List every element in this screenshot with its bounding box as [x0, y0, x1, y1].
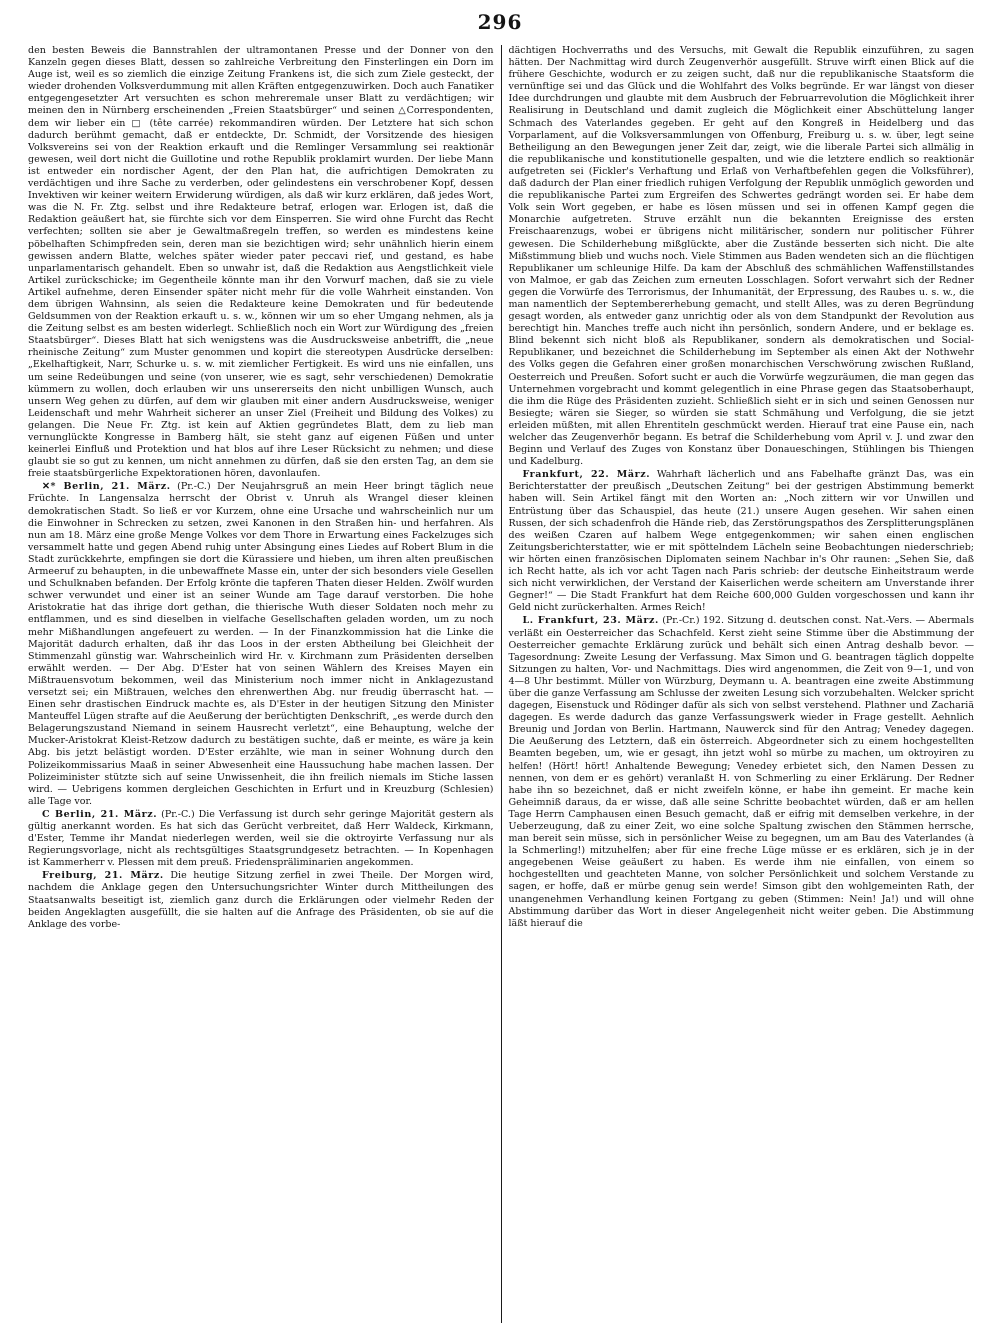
article-frankfurt-1	[509, 469, 975, 614]
article-dateline: C Berlin, 21. März.	[42, 808, 158, 820]
left-column	[28, 45, 501, 1323]
article-freiburg	[28, 870, 494, 930]
text-columns	[28, 45, 974, 1323]
article-frankfurt-2	[509, 615, 975, 929]
article-freiburg-continuation	[509, 45, 975, 468]
article-body: Wahrhaft lächerlich und ans Fabelhafte gränzt Das, was ein Berichterstatter der preußisch „Deutschen Zeitung“ bei der gestrigen Abstimmung bemerkt haben will. Sein Artikel fängt mit den Worten an: „Noch zittern wir vor Unwillen und Entrüstung über das Schauspiel, das heute (21.) unsere Augen gesehen. Wir sahen einen Russen, der sich schadenfroh die Hände rieb, das Zerstörungspathos des Zersplitterungsplänen des weißen Czaren auf halbem Wege entgegenkommen; wir sahen einen englischen Zeitungsberichterstatter, wie er mit spöttelndem Lächeln seine Beobachtungen niederschrieb; wir hörten einen französischen Diplomaten seinem Nachbar in's Ohr raunen: „Sehen Sie, daß ich Recht hatte, als ich vor acht Tagen nach Paris schrieb: der deutsche Einheitstraum werde sich nicht verwirklichen, der Verstand der Kaiserlichen werde scheitern am Unverstande ihrer Gegner!“ — Die Stadt Frankfurt hat dem Reiche 600,000 Gulden vorgeschossen und kann ihr Geld nicht zurückerhalten. Armes Reich!	[508, 469, 974, 614]
article-body: (Pr.-C.) Der Neujahrsgruß an mein Heer bringt täglich neue Früchte. In Langensalza herrscht der Obrist v. Unruh als Wrangel dieser kleinen demokratischen Stadt. So ließ er vor Kurzem, ohne eine Ursache und wahrscheinlich nur um die Einwohner in Schrecken zu setzen, zwei Kanonen in den Straßen hin- und herfahren. Als nun am 18. März eine große Menge Volkes vor dem Thore in Erwartung eines Fackelzuges sich versammelt hatte und gegen Abend ruhig unter Absingung eines Liedes auf Robert Blum in die Stadt zurückkehrte, empfingen sie dort die Kürassiere und hieben, um ihren alten preußischen Armeeruf zu behaupten, in die unbewaffnete Masse ein, unter der sich besonders viele Gesellen und Schulknaben befanden. Der Erfolg krönte die tapferen Thaten dieser Helden. Zwölf wurden schwer verwundet und einer ist an seiner Wunde am Tage darauf verstorben. Die hohe Aristokratie hat das ihrige dort gethan, die thierische Wuth dieser Soldaten noch mehr zu entflammen, und es sind dieselben in vielfache Gesellschaften geladen worden, um zu noch mehr Mißhandlungen angefeuert zu werden. — In der Finanzkommission hat die Linke die Majorität dadurch erhalten, daß ihr das Loos in der ersten Abtheilung bei Gleichheit der Stimmenzahl günstig war. Wahrscheinlich wird Hr. v. Kirchmann zum Präsidenten derselben erwählt werden. — Der Abg. D'Ester hat von seinen Wählern des Kreises Mayen ein Mißtrauensvotum bekommen, weil das Ministerium noch immer nicht in Anklagezustand versetzt sei; ein Mißtrauen, welches den ehrenwerthen Abg. nur freudig überrascht hat. — Einen sehr drastischen Eindruck machte es, als D'Ester in der heutigen Sitzung den Minister Manteuffel Lügen strafte auf die Aeußerung der berüchtigten Denkschrift, „es werde durch den Belagerungszustand Niemand in seinem Hausrecht verletzt“, eine Behauptung, welche der Mucker-Aristokrat Kleist-Retzow dadurch zu bestätigen suchte, daß er meinte, es wäre ja kein Abg. bis jetzt belästigt worden. D'Ester erzählte, wie man in seiner Wohnung durch den Polizeikommissarius Maaß in seiner Abwesenheit eine Haussuchung habe machen lassen. Der Polizeiminister stützte sich auf seine Unwissenheit, die ihn freilich niemals im Stiche lassen wird. — Uebrigens kommen dergleichen Geschichten in Erfurt und in Kreuzburg (Schlesien) alle Tage vor.	[28, 481, 494, 807]
article-berlin-2	[28, 809, 494, 869]
article-dateline: L. Frankfurt, 23. März.	[522, 615, 659, 627]
article-body: dächtigen Hochverraths und des Versuchs, mit Gewalt die Republik einzuführen, zu sagen hätten. Der Nachmittag wird durch Zeugenverhör ausgefüllt. Struve wirft einen Blick auf die frühere Geschichte, wodurch er zu zeigen sucht, daß nur die republikanische Staatsform die vernünftige sei und das Glück und die Wohlfahrt des Volks begründe. Er war längst von dieser Idee durchdrungen und glaubte mit dem Ausbruch der Februarrevolution die Möglichkeit ihrer Realisirung in Deutschland und damit zugleich die Möglichkeit einer Abschüttelung langer Schmach des Vaterlandes gegeben. Er geht auf den Kongreß in Heidelberg und das Vorparlament, auf die Volksversammlungen von Offenburg, Freiburg u. s. w. über, legt seine Betheiligung an den Bewegungen jener Zeit dar, zeigt, wie die liberale Partei sich allmälig in die republikanische und konstitutionelle gespalten, und wie die letztere endlich so reaktionär aufgetreten sei (Fickler's Verhaftung und Erlaß von Verhaftbefehlen gegen die Volksführer), daß dadurch der Plan einer friedlich ruhigen Verfolgung der Republik unmöglich geworden und die republikanische Partei zum Ergreifen des Schwertes gedrängt worden sei. Er habe dem Volk sein Wort gegeben, er habe es lösen müssen und sei in offenen Kampf gegen die Monarchie aufgetreten. Struve erzählt nun die bekannten Ereignisse des ersten Freischaarenzugs, wobei er übrigens nicht militärischer, sondern nur politischer Führer gewesen. Die Schilderhebung mißglückte, aber die Zustände besserten sich nicht. Die alte Mißstimmung blieb und wuchs noch. Viele Stimmen aus Baden wendeten sich an die flüchtigen Republikaner um schleunige Hilfe. Da kam der Abschluß des schmählichen Waffenstillstandes von Malmoe, er gab das Zeichen zum erneuten Losschlagen. Sofort verwahrt sich der Redner gegen die Vorwürfe des Terrorismus, der Inhumanität, der Erpressung, des Raubes u. s. w., die man namentlich der Septembererhebung gemacht, und stellt Alles, was zu deren Begründung gesagt worden, als entweder ganz unrichtig oder als von dem Standpunkt der Revolution aus berechtigt hin. Manches treffe auch nicht ihn persönlich, sondern Andere, und er beklage es. Blind bekennt sich nicht bloß als Republikaner, sondern als demokratischen und Social-Republikaner, und bezeichnet die Schilderhebung im September als einen Akt der Nothwehr des Volks gegen die Gefahren einer großen monarchischen Verschwörung zwischen Rußland, Oesterreich und Preußen. Sofort sucht er auch die Vorwürfe wegzuräumen, die man gegen das Unternehmen vorgebracht und kommt gelegentlich in eine Phrase gegen das Staatsoberhaupt, die ihm die Rüge des Präsidenten zuzieht. Schließlich sieht er in sich und seinen Genossen nur Besiegte; wären sie Sieger, so würden sie statt Schmähung und Verfolgung, die sie jetzt erleiden müßten, mit allen Ehrentiteln geschmückt werden. Hierauf trat eine Pause ein, nach welcher das Zeugenverhör begann. Es betraf die Schilderhebung vom April v. J. und zwar den Beginn und Verlauf des Zuges von Konstanz über Donaueschingen, Stühlingen bis Thiengen und Kadelburg.	[508, 45, 974, 468]
article-body: (Pr.-Cr.) 192. Sitzung d. deutschen const. Nat.-Vers. — Abermals verläßt ein Oesterreicher das Schachfeld. Kerst zieht seine Stimme über die Abstimmung der Oesterreicher gemachte Erklärung zurück und behält sich einen Antrag deshalb bevor. — Tagesordnung: Zweite Lesung der Verfassung. Max Simon und G. beantragen täglich doppelte Sitzungen zu halten, Vor- und Nachmittags. Dies wird angenommen, die Zeit von 9—1, und von 4—8 Uhr bestimmt. Müller von Würzburg, Deymann u. A. beantragen eine zweite Abstimmung über die ganze Verfassung am Schlusse der zweiten Lesung sich vorzubehalten. Welcker spricht dagegen, Eisenstuck und Rödinger dafür als sich von selbst verstehend. Plathner und Zachariä dagegen. Es werde dadurch das ganze Verfassungswerk wieder in Frage gestellt. Aehnlich Breunig und Jordan von Berlin. Hartmann, Nauwerck sind für den Antrag; Venedey dagegen. Die Aeußerung des Letztern, daß ein österreich. Abgeordneter sich zu einem hochgestellten Beamten begeben, um, wie er gesagt, ihn jetzt wohl so mürbe zu machen, um oktroyiren zu helfen! (Hört! hört! Anhaltende Bewegung; Venedey erbietet sich, den Namen Dessen zu nennen, von dem er es gehört) veranlaßt H. von Schmerling zu einer Erklärung. Der Redner habe ihn so bezeichnet, daß er nicht zweifeln könne, er habe ihn gemeint. Er mache kein Geheimniß daraus, da er wisse, daß alle seine Schritte beobachtet würden, daß er am hellen Tage Herrn Camphausen einen Besuch gemacht, daß er eifrig mit demselben verkehre, in der Ueberzeugung, daß zu einer Zeit, wo eine solche Spaltung zwischen den Stämmen herrsche, man bereit sein müsse, sich in persönlicher Weise zu begegnen, um am Bau des Vaterlandes (à la Schmerling!) mitzuhelfen; aber für eine freche Lüge müsse er es erklären, sich je in der angegebenen Weise geäußert zu haben. Es werde ihm nie einfallen, von einem so hochgestellten und geachteten Manne, von solcher Persönlichkeit und solchem Verstande zu sagen, er hoffe, daß er mürbe genug sein werde! Simson gibt den wohlgemeinten Rath, der unangenehmen Verhandlung keinen Fortgang zu geben (Stimmen: Nein! Ja!) und will ohne Abstimmung darüber das Wort in dieser Angelegenheit nicht weiter geben. Die Abstimmung läßt hierauf die	[508, 615, 974, 929]
article-continuation	[28, 45, 494, 480]
page-number: 296	[477, 10, 523, 34]
article-dateline: Freiburg, 21. März.	[42, 870, 164, 882]
article-body: Die heutige Sitzung zerfiel in zwei Theile. Der Morgen wird, nachdem die Anklage gegen den Untersuchungsrichter Winter durch Mittheilungen des Staatsanwalts beseitigt ist, ziemlich ganz durch die Erklärungen oder vielmehr Reden der beiden Angeklagten ausgefüllt, die sie halten auf die Anfrage des Präsidenten, ob sie auf die Anklage des vorbe-	[28, 870, 494, 930]
article-dateline: ✕* Berlin, 21. März.	[42, 481, 171, 493]
right-column	[502, 45, 975, 1323]
article-berlin-1	[28, 481, 494, 808]
article-body: den besten Beweis die Bannstrahlen der ultramontanen Presse und der Donner von den Kanzeln gegen dieses Blatt, dessen so zahlreiche Verbreitung den Finsterlingen ein Dorn im Auge ist, weil es so ziemlich die einzige Zeitung Frankens ist, die sich zum Ziele gesteckt, der wieder drohenden Volksverdummung mit allen Kräften entgegenzuwirken. Doch auch Fanatiker entgegengesetzter Art versuchten es schon mehreremale unser Blatt zu verdächtigen; wir meinen den in Nürnberg erscheinenden „Freien Staatsbürger“ und seinen △Correspondenten, dem wir lieber ein □ (tête carrée) rekommandiren würden. Der Letztere hat sich schon dadurch berühmt gemacht, daß er entdeckte, Dr. Schmidt, der Vorsitzende des hiesigen Volksvereins sei von der Reaktion erkauft und die Remlinger Versammlung sei reaktionär gewesen, weil dort nicht die Guillotine und rothe Republik proklamirt wurden. Der liebe Mann ist entweder ein nordischer Agent, der den Plan hat, die aufrichtigen Demokraten zu verdächtigen und ihre Sache zu verderben, oder gelindestens ein verschrobener Kopf, dessen Invektiven wir keiner weitern Erwiderung würdigen, als daß wir kurz erklären, daß jedes Wort, was die N. Fr. Ztg. selbst und ihre Redakteure betraf, erlogen war. Erlogen ist, daß die Redaktion geäußert hat, sie fürchte sich vor dem Einsperren. Sie wird ohne Furcht das Recht verfechten; sollten sie aber je Gewaltmaßregeln treffen, so werden es mindestens keine pöbelhaften Schimpfreden sein, deren man sie bezichtigen wird; sehr unähnlich hierin einem gewissen andern Blatte, welches später wieder pater peccavi rief, und gestand, es habe unparlamentarisch gehandelt. Eben so unwahr ist, daß die Redaktion aus Aengstlichkeit viele Artikel zurückschicke; im Gegentheile könnte man ihr den Vorwurf machen, daß sie zu viele Artikel aufnehme, deren Einsender später nicht mehr für die volle Wahrheit einstanden. Von dem übrigen Wahnsinn, als seien die Redakteure keine Demokraten und für bedeutende Geldsummen von der Reaktion erkauft u. s. w., können wir um so eher Umgang nehmen, als ja die Zeitung selbst es am besten widerlegt. Schließlich noch ein Wort zur Würdigung des „freien Staatsbürger“. Dieses Blatt hat sich wenigstens was die Ausdrucksweise anbetrifft, die „neue rheinische Zeitung“ zum Muster genommen und kopirt die stereotypen Ausdrücke derselben: „Ekelhaftigkeit, Narr, Schurke u. s. w. mit ziemlicher Fertigkeit. Es wird uns nie einfallen, uns um seine Redeübungen und seine (von unserer, wie es sagt, sehr verschiedenen) Demokratie kümmern zu wollen, doch erlauben wir uns unsererseits den nicht unbilligen Wunsch, auch unsern Weg gehen zu dürfen, auf dem wir glauben mit einer andern Ausdrucksweise, weniger Leidenschaft und mehr Wahrheit sicherer an unser Ziel (Freiheit und Bildung des Volkes) zu gelangen. Die Neue Fr. Ztg. ist kein auf Aktien gegründetes Blatt, dem zu lieb man vernunglückte Kongresse in Bamberg hält, sie steht ganz auf eigenen Füßen und unter keinerlei Einfluß und Protektion und hat blos auf ihre Leser Rücksicht zu nehmen; und diese glaubt sie so gut zu kennen, um nicht annehmen zu dürfen, daß sie den ersten Tag, an dem sie freie staatsbürgerliche Expektorationen hören, davonlaufen.	[28, 45, 494, 480]
article-body: (Pr.-C.) Die Verfassung ist durch sehr geringe Majorität gestern als gültig anerkannt worden. Es hat sich das Gerücht verbreitet, daß Herr Waldeck, Kirkmann, d'Ester, Temme ihr Mandat niederlegen werden, weil sie die oktroyirte Verfassung nur als Regierungsvorlage, nicht als rechtsgültiges Staatsgrundgesetz betrachten. — In Kopenhagen ist Kammerherr v. Plessen mit dem preuß. Friedenspräliminarien angekommen.	[28, 808, 494, 869]
article-dateline: Frankfurt, 22. März.	[522, 469, 651, 481]
